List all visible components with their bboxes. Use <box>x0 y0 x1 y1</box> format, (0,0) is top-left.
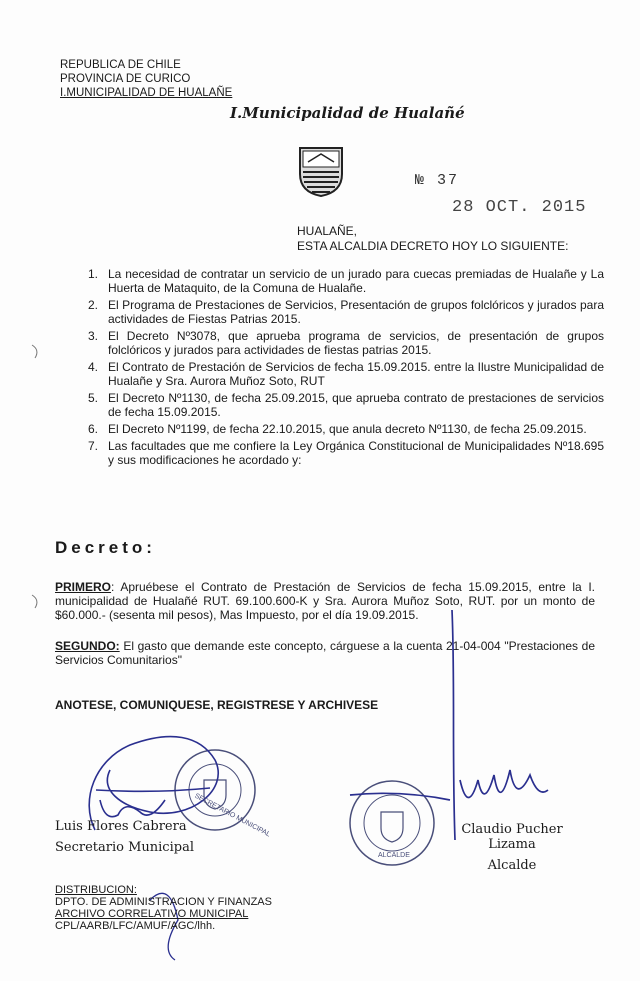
item-text: La necesidad de contratar un servicio de un jurado para cuecas premiadas de Hualañe y La Huerta de Mataquito, de la Comuna de Hualañe. <box>108 267 604 295</box>
item-number: 6. <box>88 422 99 436</box>
intro-city: HUALAÑE, <box>297 224 358 238</box>
distribution-line: CPL/AARB/LFC/AMUF/AGC/lhh. <box>55 920 216 932</box>
item-number: 1. <box>88 267 99 281</box>
alcalde-signature-icon <box>350 610 548 840</box>
alcalde-role: Alcalde <box>487 858 537 873</box>
segundo-label: SEGUNDO: <box>55 639 120 653</box>
alcalde-seal-text: ALCALDE <box>378 852 410 859</box>
secretary-signature-icon <box>89 737 218 830</box>
secretary-seal-text: SECRETARIO MUNICIPAL <box>193 792 272 839</box>
decreto-heading: Decreto: <box>55 538 156 557</box>
item-number: 7. <box>88 439 99 453</box>
primero-text: : Apruébese el Contrato de Prestación de Servicios de fecha 15.09.2015, entre la I. municipalidad de Hualañé RUT. 69.100.600-K y Sra. Aurora Muñoz Soto, RUT. por un monto de $60.000.- (sesenta mil pesos), Mas Impuesto, por el día 19.09.2015. <box>55 580 595 622</box>
item-text: Las facultades que me confiere la Ley Orgánica Constitucional de Municipalidades Nº18.695 y sus modificaciones he acordado y: <box>108 439 604 467</box>
date-stamp: 28 OCT. 2015 <box>452 198 587 217</box>
closing-formula: ANOTESE, COMUNIQUESE, REGISTRESE Y ARCHIVESE <box>55 698 379 712</box>
item-number: 4. <box>88 360 99 374</box>
secretary-block <box>55 819 194 855</box>
item-text: El Programa de Prestaciones de Servicios, Presentación de grupos folclóricos y jurados para actividades de Fiestas Patrias 2015. <box>108 298 604 326</box>
distribution-line: ARCHIVO CORRELATIVO MUNICIPAL <box>55 908 249 920</box>
item-number: 3. <box>88 329 99 343</box>
document-title: I.Municipalidad de Hualañé <box>230 104 465 122</box>
item-text: El Decreto Nº1130, de fecha 25.09.2015, que aprueba contrato de prestaciones de servicios de fecha 15.09.2015. <box>108 391 604 419</box>
margin-mark-icon <box>32 345 37 358</box>
primero-label: PRIMERO <box>55 580 112 594</box>
alcalde-name: Claudio Pucher Lizama <box>461 822 563 852</box>
letterhead-line-municipality: I.MUNICIPALIDAD DE HUALAÑE <box>60 87 233 99</box>
letterhead-line-province: PROVINCIA DE CURICO <box>60 73 191 85</box>
decree-number: 37 <box>437 172 460 189</box>
segundo-text: El gasto que demande este concepto, cárguese a la cuenta 21-04-004 "Prestaciones de Servicios Comunitarios" <box>55 639 595 667</box>
margin-mark-icon <box>32 595 37 608</box>
distribution-line: DPTO. DE ADMINISTRACION Y FINANZAS <box>55 896 272 908</box>
distribution-title: DISTRIBUCION: <box>55 884 137 896</box>
distribution-block <box>55 884 272 932</box>
intro-decree-line: ESTA ALCALDIA DECRETO HOY LO SIGUIENTE: <box>297 239 569 253</box>
secretary-role: Secretario Municipal <box>55 840 194 855</box>
item-text: El Contrato de Prestación de Servicios de fecha 15.09.2015. entre la Ilustre Municipalidad de Hualañe y Sra. Aurora Muñoz Soto, RUT <box>108 360 604 388</box>
number-sign: № <box>415 172 427 189</box>
letterhead-line-republic: REPUBLICA DE CHILE <box>60 59 181 71</box>
item-number: 2. <box>88 298 99 312</box>
item-text: El Decreto Nº1199, de fecha 22.10.2015, que anula decreto Nº1130, de fecha 25.09.2015. <box>108 422 587 436</box>
item-number: 5. <box>88 391 99 405</box>
item-text: El Decreto Nº3078, que aprueba programa de servicios, de presentación de grupos folclóricos y jurados para actividades de fiestas patrias 2015. <box>108 329 604 357</box>
secretary-name: Luis Flores Cabrera <box>55 819 187 834</box>
alcalde-block <box>437 822 587 873</box>
